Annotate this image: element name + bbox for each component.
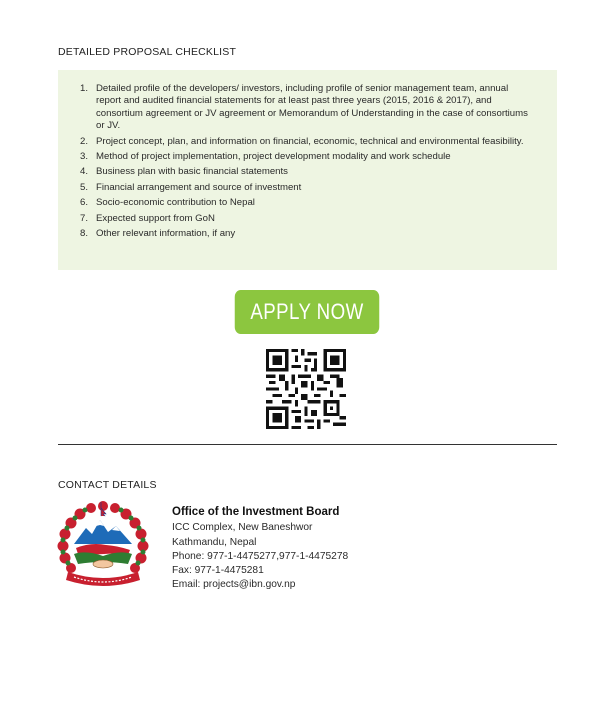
list-item-text: Method of project implementation, project development modality and work schedule bbox=[96, 151, 451, 163]
checklist-list bbox=[58, 83, 528, 243]
list-item bbox=[58, 151, 528, 163]
list-item-number: 2. bbox=[79, 135, 88, 147]
list-item-text: Socio-economic contribution to Nepal bbox=[96, 197, 255, 209]
contact-title: CONTACT DETAILS bbox=[58, 479, 157, 491]
list-item-number: 8. bbox=[79, 228, 88, 240]
qr-code-icon[interactable] bbox=[266, 349, 346, 429]
list-item-text: Financial arrangement and source of investment bbox=[96, 181, 302, 193]
list-item bbox=[58, 166, 528, 178]
list-item bbox=[58, 228, 528, 240]
contact-phone: Phone: 977-1-4475277,977-1-4475278 bbox=[172, 550, 349, 562]
list-item-text: Expected support from GoN bbox=[96, 212, 215, 224]
section-divider bbox=[58, 444, 557, 445]
list-item bbox=[58, 182, 528, 194]
checklist-box bbox=[58, 70, 557, 270]
list-item-number: 7. bbox=[79, 212, 88, 224]
list-item-number: 5. bbox=[79, 181, 88, 193]
list-item bbox=[58, 197, 528, 209]
list-item-text: Detailed profile of the developers/ investors, including profile of senior management team, annual report and audited financial statements for at least past three years (2015, 2016 & 2017), and consortium agreement or JV agreement or Memorandum of Understanding in the case of consortiums or JV. bbox=[96, 83, 528, 132]
list-item-number: 4. bbox=[79, 166, 88, 178]
nepal-emblem-icon bbox=[56, 498, 151, 590]
list-item-text: Other relevant information, if any bbox=[96, 228, 236, 240]
list-item bbox=[58, 136, 528, 148]
list-item-text: Project concept, plan, and information on financial, economic, technical and environmental feasibility. bbox=[96, 135, 524, 147]
contact-address-line1: ICC Complex, New Baneshwor bbox=[172, 522, 313, 534]
list-item-text: Business plan with basic financial statements bbox=[96, 166, 288, 178]
list-item-number: 6. bbox=[79, 197, 88, 209]
list-item bbox=[58, 83, 528, 133]
contact-email[interactable]: Email: projects@ibn.gov.np bbox=[172, 579, 296, 591]
contact-fax: Fax: 977-1-4475281 bbox=[172, 565, 264, 577]
list-item-number: 3. bbox=[79, 151, 88, 163]
contact-organization: Office of the Investment Board bbox=[172, 506, 340, 518]
list-item-number: 1. bbox=[79, 83, 88, 94]
list-item bbox=[58, 213, 528, 225]
checklist-title: DETAILED PROPOSAL CHECKLIST bbox=[58, 46, 237, 58]
contact-block bbox=[172, 505, 348, 593]
contact-address-line2: Kathmandu, Nepal bbox=[172, 536, 257, 548]
apply-now-button[interactable]: APPLY NOW bbox=[235, 290, 380, 334]
